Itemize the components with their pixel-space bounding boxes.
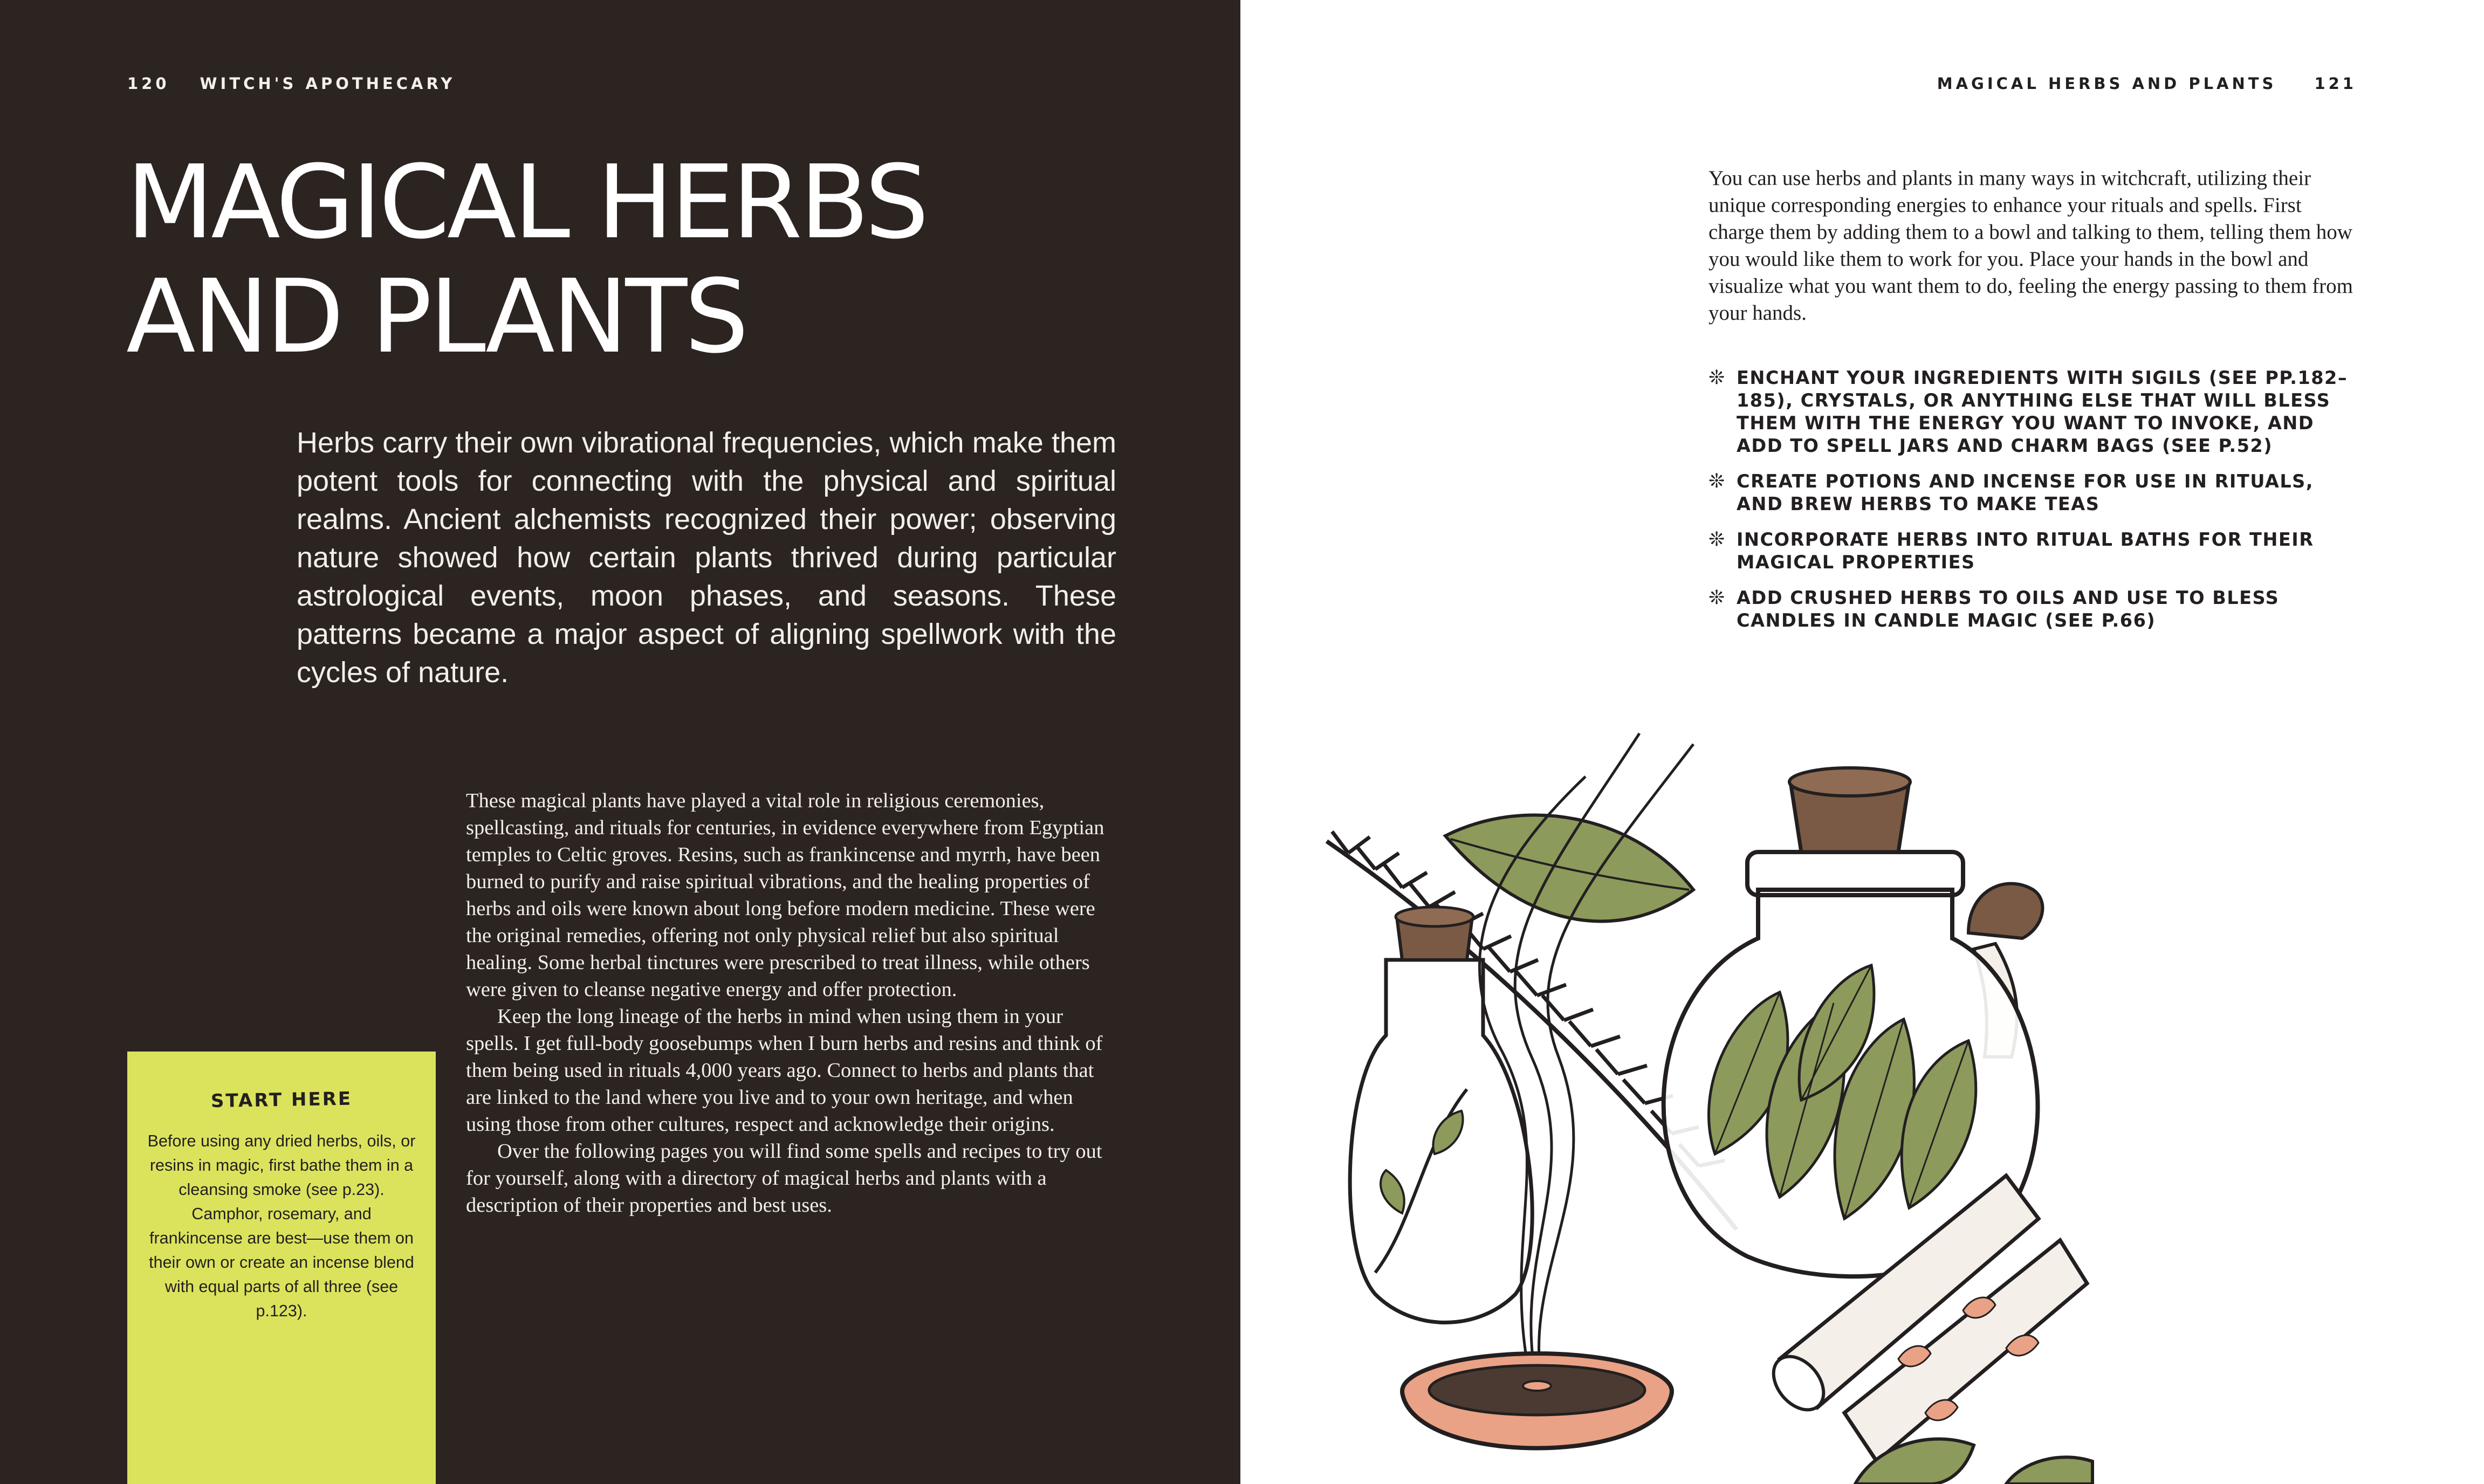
right-running-head [1937, 74, 2357, 93]
left-running-head-text: WITCH'S APOTHECARY [200, 74, 456, 93]
chapter-title [126, 143, 1151, 376]
list-item-text: ENCHANT YOUR INGREDIENTS WITH SIGILS (SEE PP.182–185), CRYSTALS, OR ANYTHING ELSE THAT WILL BLESS THEM WITH THE ENERGY YOU WANT TO INVOKE, AND ADD TO SPELL JARS AND CHARM BAGS (SEE P.52) [1737, 367, 2348, 456]
list-item-text: ADD CRUSHED HERBS TO OILS AND USE TO BLESS CANDLES IN CANDLE MAGIC (SEE P.66) [1737, 587, 2280, 631]
asterisk-bullet-icon: ❊ [1708, 587, 1726, 609]
callout-heading: START HERE [210, 1088, 353, 1112]
list-item [1708, 587, 2366, 632]
asterisk-bullet-icon: ❊ [1708, 367, 1726, 389]
left-page-number: 120 [127, 74, 170, 93]
list-item [1708, 528, 2366, 574]
intro-paragraph: You can use herbs and plants in many ways in witchcraft, utilizing their unique corresponding energies to enhance your rituals and spells. First charge them by adding them to a bowl and talking to them, telling them how you would like them to work for you. Place your hands in the bowl and visualize what you want them to do, feeling the energy passing to them from your hands. [1708, 167, 2353, 325]
body-paragraph-2: Keep the long lineage of the herbs in mind when using them in your spells. I get full-body goosebumps when I burn herbs and resins and think of them being used in rituals 4,000 years ago. Connect to herbs and plants that are linked to the land where you live and to your own heritage, and when using those from other cultures, respect and acknowledge their origins. [466, 1005, 1103, 1136]
body-paragraph-3: Over the following pages you will find some spells and recipes to try out for yourself, along with a directory of magical herbs and plants with a description of their properties and best uses. [466, 1140, 1102, 1217]
body-text [466, 787, 1119, 1219]
start-here-callout [127, 1052, 436, 1484]
asterisk-bullet-icon: ❊ [1708, 528, 1726, 551]
left-page [0, 0, 1240, 1484]
chapter-title-line-1: MAGICAL HERBS [126, 143, 927, 262]
list-item-text: INCORPORATE HERBS INTO RITUAL BATHS FOR THEIR MAGICAL PROPERTIES [1737, 529, 2314, 573]
small-vial-icon [1350, 907, 1532, 1323]
left-running-head [127, 74, 455, 93]
right-running-head-text: MAGICAL HERBS AND PLANTS [1937, 74, 2277, 93]
right-page-number: 121 [2314, 74, 2357, 93]
body-paragraph-1: These magical plants have played a vital role in religious ceremonies, spellcasting, and rituals for centuries, in evidence everywhere from Egyptian temples to Celtic groves. Resins, such as frankincense and myrrh, have been burned to purify and raise spiritual vibrations, and the healing properties of herbs and oils were known about long before modern medicine. These were the original remedies, offering not only physical relief but also spiritual healing. Some herbal tinctures were prescribed to treat illness, while others were given to cleanse negative energy and offer protection. [466, 789, 1104, 1001]
chapter-title-line-2: AND PLANTS [126, 258, 746, 376]
list-item [1708, 470, 2366, 516]
asterisk-bullet-icon: ❊ [1708, 470, 1726, 492]
sage-leaf-icon [1445, 815, 1693, 921]
list-item-text: CREATE POTIONS AND INCENSE FOR USE IN RITUALS, AND BREW HERBS TO MAKE TEAS [1737, 471, 2314, 514]
lead-paragraph: Herbs carry their own vibrational frequencies, which make them potent tools for connecting with the physical and spiritual realms. Ancient alchemists recognized their power; observing nature showed how certain plants thrived during particular astrological events, moon phases, and seasons. These patterns became a major aspect of aligning spellwork with the cycles of nature. [297, 427, 1116, 689]
callout-text: Before using any dried herbs, oils, or resins in magic, first bathe them in a cleansing smoke (see p.23). Camphor, rosemary, and frankincense are best—use them on their own or create an incense blend with equal parts of all three (see p.123). [147, 1132, 416, 1320]
herb-jars-illustration-icon [1305, 712, 2103, 1484]
uses-list [1708, 367, 2366, 645]
incense-bowl-icon [1402, 1354, 1672, 1448]
list-item [1708, 367, 2366, 457]
